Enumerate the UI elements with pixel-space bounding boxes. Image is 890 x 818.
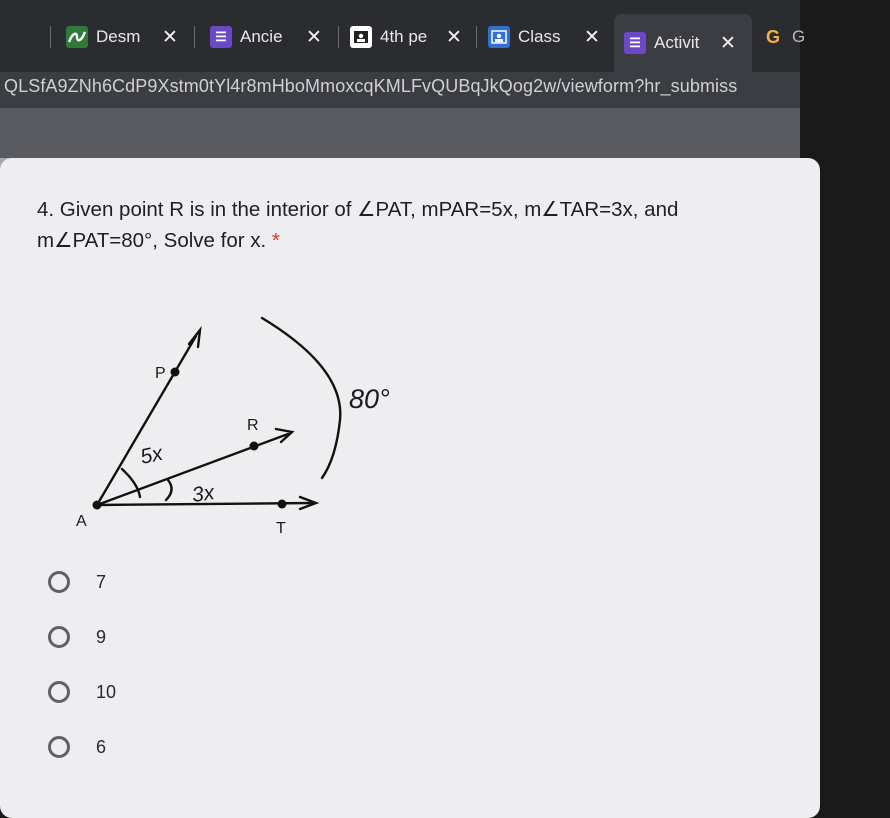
forms-icon: ☰ (624, 32, 646, 54)
option-6[interactable] (48, 731, 106, 763)
question-line-1: 4. Given point R is in the interior of ∠PAT, mPAR=5x, m∠TAR=3x, and (37, 198, 679, 221)
tab-title: Ancie (240, 27, 283, 46)
tab-classroom[interactable] (478, 18, 616, 56)
tab-0[interactable] (0, 18, 20, 56)
radio-button[interactable] (48, 571, 70, 593)
google-icon: G (765, 26, 780, 47)
option-9[interactable] (48, 621, 106, 653)
address-bar[interactable] (0, 72, 800, 108)
label-r: R (247, 417, 259, 434)
arc-80 (262, 318, 340, 478)
close-icon[interactable]: ✕ (306, 26, 322, 48)
tab-divider (476, 26, 477, 48)
tab-google[interactable] (752, 18, 890, 56)
option-label: 10 (96, 681, 117, 702)
arc-3x (166, 480, 172, 500)
tab-divider (50, 26, 51, 48)
form-page (0, 158, 800, 800)
point-r (250, 442, 259, 451)
option-label: 9 (96, 626, 107, 647)
classroom-icon (350, 26, 372, 48)
radio-button[interactable] (48, 736, 70, 758)
desmos-icon (66, 26, 88, 48)
option-10[interactable] (48, 676, 116, 708)
close-icon[interactable]: ✕ (584, 26, 600, 48)
radio-button[interactable] (48, 681, 70, 703)
tab-divider (194, 26, 195, 48)
close-icon[interactable]: ✕ (446, 26, 462, 48)
label-t: T (276, 520, 286, 537)
classroom-icon (488, 26, 510, 48)
angle-diagram (0, 158, 800, 558)
url-text[interactable]: QLSfA9ZNh6CdP9Xstm0tYl4r8mHboMmoxcqKMLFvQUBqJkQog2w/viewform?hr_submiss (4, 76, 738, 96)
option-label: 6 (96, 736, 107, 757)
tab-4th-period[interactable] (340, 18, 478, 56)
label-5x: 5x (138, 441, 165, 469)
tab-strip (0, 0, 806, 72)
tab-divider (338, 26, 339, 48)
close-icon[interactable]: ✕ (162, 26, 178, 48)
option-label: 7 (96, 571, 107, 592)
radio-button[interactable] (48, 626, 70, 648)
point-p (171, 368, 180, 377)
label-3x: 3x (190, 481, 216, 507)
ray-ap (97, 336, 196, 505)
bookmarks-strip (0, 108, 800, 158)
tab-ancient[interactable] (200, 18, 338, 56)
tab-title: G (792, 27, 806, 46)
label-p: P (155, 365, 166, 382)
label-a: A (76, 513, 87, 530)
question-card (0, 158, 820, 818)
tab-title: Class (518, 27, 561, 46)
close-icon[interactable]: ✕ (720, 32, 736, 54)
option-7[interactable] (48, 566, 106, 598)
tab-title: Desm (96, 27, 141, 46)
tab-activity[interactable] (614, 14, 752, 72)
forms-icon: ☰ (210, 26, 232, 48)
point-a (93, 501, 102, 510)
label-80-degrees: 80° (349, 384, 390, 414)
tab-title: Activit (654, 33, 700, 52)
tab-title: 4th pe (380, 27, 428, 46)
required-asterisk: * (271, 229, 280, 252)
question-line-2: m∠PAT=80°, Solve for x. (37, 229, 267, 252)
tab-desmos[interactable] (56, 18, 194, 56)
point-t (278, 500, 287, 509)
